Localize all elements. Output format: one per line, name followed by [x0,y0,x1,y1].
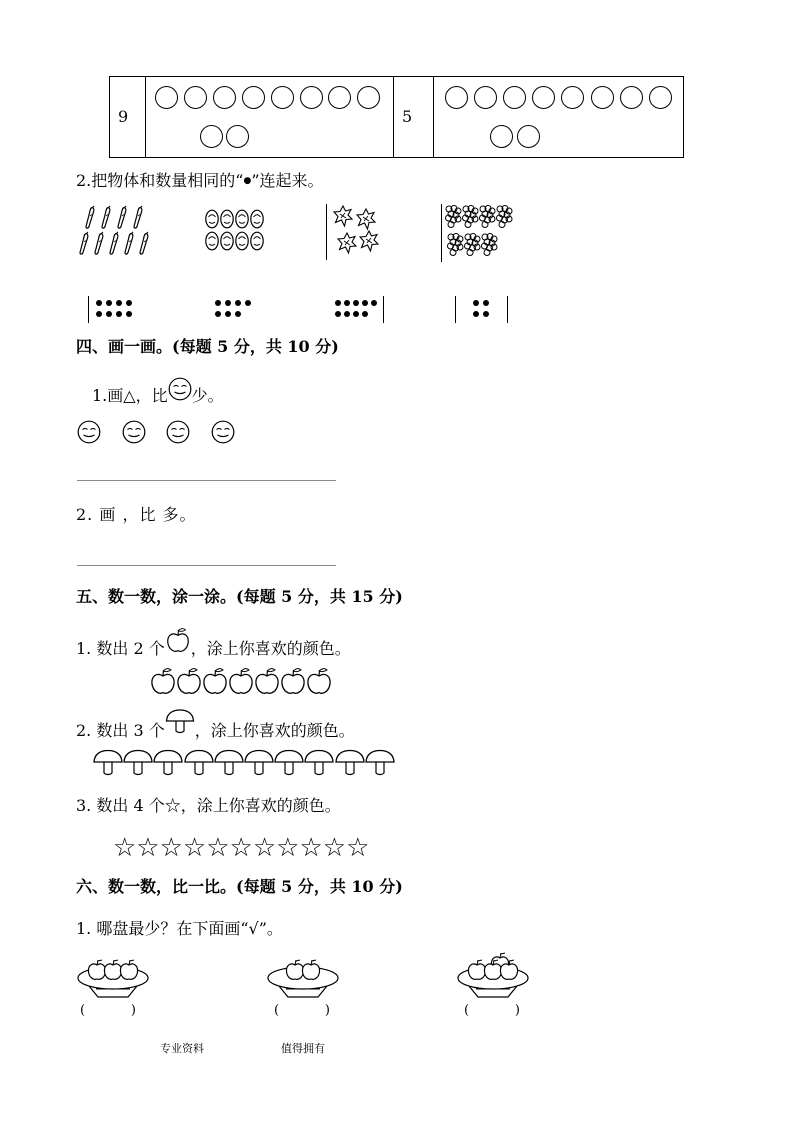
dot-mark [344,311,350,317]
object-group [330,205,382,257]
leaf-vegetable-icon [357,209,375,229]
flower-cluster-icon [463,206,479,228]
egg-icon [251,210,263,228]
face-icon [166,420,190,448]
dot-mark [215,311,221,317]
dot-mark [96,311,102,317]
mushroom-row [93,749,397,775]
dot-mark [353,300,359,306]
apple-icon [254,667,280,699]
chili-icon [125,232,133,254]
question-prefix: 1. 数出 2 个 [76,639,165,658]
chili-icon [140,232,148,254]
dot-mark [106,300,112,306]
match-question-text [76,171,324,192]
question-prefix: 1.画△，比 [92,386,168,405]
flower-cluster-icon [482,234,498,256]
chili-icon [102,206,110,228]
chili-icon [80,232,88,254]
leaf-vegetable-icon [334,206,352,226]
divider-line [507,296,508,323]
mushroom-icon [184,749,214,779]
circle-cell [433,77,683,157]
apple-icon [302,960,319,979]
divider-line [88,296,89,323]
mushroom-icon [123,749,153,779]
color-question-3: 3. 数出 4 个☆，涂上你喜欢的颜色。 [76,796,341,815]
dot-mark [473,311,479,317]
face-icon [77,420,101,448]
dot-mark [483,311,489,317]
chili-icon [86,206,94,228]
apple-icon [468,960,485,979]
plate-drawing [266,955,340,1001]
circle-cell [145,77,393,157]
apple-icon [166,626,190,659]
apple-icon [150,667,176,699]
circle-mark [532,86,555,109]
dot-mark [106,311,112,317]
circle-mark [445,86,468,109]
circle-mark [620,86,643,109]
flower-cluster-icon [480,206,496,228]
dot-group [215,300,255,318]
draw-question-1 [92,382,224,411]
apple-icon [88,960,105,979]
answer-line [77,480,336,481]
dot-group [335,300,379,318]
face-icon [168,377,192,406]
table-number-cell [393,77,433,157]
object-drawing [330,205,382,257]
dot-mark [116,300,122,306]
circle-mark [517,125,540,148]
table-number-cell [110,77,145,157]
divider-line [326,204,327,260]
egg-icon [221,232,233,250]
circle-mark [200,125,223,148]
flower-cluster-icon [446,206,462,228]
flower-cluster-icon [465,234,481,256]
star-row: ☆☆☆☆☆☆☆☆☆☆☆ [113,833,370,863]
plate-icon [456,955,530,1001]
egg-icon [236,210,248,228]
mushroom-icon [335,749,365,779]
object-group [205,209,269,253]
table-number: 5 [402,107,413,126]
circle-mark [503,86,526,109]
section-heading: 五、数一数，涂一涂。(每题 5 分，共 15 分) [76,587,403,606]
dot-mark [126,311,132,317]
question-suffix: ，涂上你喜欢的颜色。 [194,721,355,740]
divider-line [455,296,456,323]
plate-drawing [76,955,150,1001]
circle-mark [474,86,497,109]
circle-mark [561,86,584,109]
apple-icon [286,960,303,979]
mushroom-icon [244,749,274,779]
dot-mark [225,311,231,317]
circle-mark [591,86,614,109]
object-drawing [445,205,517,261]
face-icon [122,420,146,448]
dot-mark [225,300,231,306]
flower-cluster-icon [497,206,513,228]
dot-mark [235,311,241,317]
chili-icon [95,232,103,254]
object-drawing [76,206,156,258]
dot-mark [116,311,122,317]
table-number: 9 [118,107,129,126]
circle-mark [213,86,236,109]
circle-mark [184,86,207,109]
dot-group [473,300,493,318]
apple-row [150,667,334,695]
footer-right-text: 值得拥有 [281,1042,325,1055]
egg-icon [251,232,263,250]
match-question-prefix: 2.把物体和数量相同的“ [76,171,244,190]
dot-mark [473,300,479,306]
circle-mark [328,86,351,109]
face-row [77,420,237,444]
color-question-1 [76,633,351,666]
color-question-2 [76,716,355,747]
divider-line [441,204,442,262]
dot-mark [362,311,368,317]
plate-icon [266,955,340,1001]
mushroom-icon [153,749,183,779]
answer-bracket[interactable]: ( ) [464,1003,523,1018]
object-drawing [205,209,269,253]
compare-question-1: 1. 哪盘最少？在下面画“√”。 [76,919,283,938]
apple-icon [202,667,228,699]
plate-drawing [456,955,530,1001]
question-prefix: 2. 数出 3 个 [76,721,165,740]
match-question-suffix: ”连起来。 [251,171,324,190]
count-table [109,76,684,158]
dot-mark [235,300,241,306]
apple-icon [120,960,137,979]
dot-mark [126,300,132,306]
mushroom-icon [214,749,244,779]
circle-mark [242,86,265,109]
mushroom-icon [365,749,395,779]
apple-icon [176,667,202,699]
object-group [445,205,517,261]
question-suffix: ，涂上你喜欢的颜色。 [190,639,351,658]
dot-mark [335,300,341,306]
section-heading: 六、数一数，比一比。(每题 5 分，共 10 分) [76,877,403,896]
mushroom-icon [93,749,123,779]
answer-bracket[interactable]: ( ) [274,1003,333,1018]
dot-mark [353,311,359,317]
leaf-vegetable-icon [360,231,378,251]
egg-icon [221,210,233,228]
apple-icon [104,960,121,979]
question-suffix: 少。 [191,386,224,405]
mushroom-icon [274,749,304,779]
draw-question-2: 2. 画 ，比 多。 [76,505,197,524]
dot-mark [362,300,368,306]
circle-mark [271,86,294,109]
flower-cluster-icon [448,234,464,256]
chili-icon [118,206,126,228]
circle-mark [490,125,513,148]
footer-left-text: 专业资料 [160,1042,204,1055]
chili-icon [134,206,142,228]
dot-symbol: ● [243,175,252,186]
dot-mark [371,300,377,306]
dot-group [96,300,136,318]
apple-icon [280,667,306,699]
mushroom-icon [165,708,195,739]
dot-mark [245,300,251,306]
face-icon [211,420,235,448]
chili-icon [110,232,118,254]
egg-icon [236,232,248,250]
mushroom-icon [304,749,334,779]
apple-icon [228,667,254,699]
dot-mark [344,300,350,306]
dot-mark [215,300,221,306]
leaf-vegetable-icon [338,233,356,253]
section-heading: 四、画一画。(每题 5 分，共 10 分) [76,337,339,356]
circle-mark [649,86,672,109]
dot-mark [335,311,341,317]
circle-mark [155,86,178,109]
object-group [76,206,156,258]
divider-line [383,296,384,323]
circle-mark [357,86,380,109]
plate-icon [76,955,150,1001]
dot-mark [483,300,489,306]
answer-line [77,565,336,566]
apple-icon [306,667,332,699]
answer-bracket[interactable]: ( ) [80,1003,139,1018]
egg-icon [206,210,218,228]
dot-mark [96,300,102,306]
egg-icon [206,232,218,250]
circle-mark [300,86,323,109]
circle-mark [226,125,249,148]
